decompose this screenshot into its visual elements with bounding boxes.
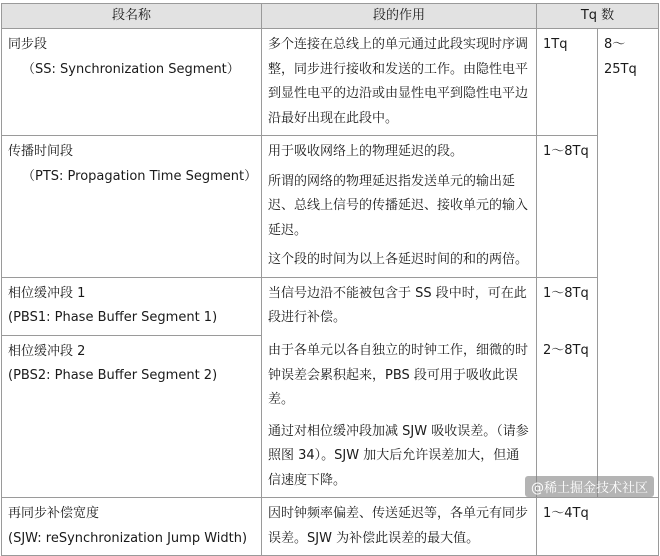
cell-pts-tq — [537, 136, 598, 278]
ss-name: 同步段 — [8, 37, 48, 52]
pts-desc-1: 用于吸收网络上的物理延迟的段。 — [268, 144, 464, 159]
table-row-sjw — [2, 498, 659, 556]
table-header-row — [2, 4, 659, 29]
ss-name-en: （SS: Synchronization Segment） — [22, 61, 240, 77]
table-row-ss — [2, 29, 659, 136]
header-tq-count: Tq 数 — [537, 4, 659, 29]
sjw-tq: 1～4Tq — [543, 506, 589, 521]
cell-sjw-name — [2, 498, 262, 556]
cell-ss-tq — [537, 29, 598, 136]
pbs1-name-en: (PBS1: Phase Buffer Segment 1) — [8, 310, 218, 325]
cell-pbs1-tq — [537, 277, 598, 335]
cell-pts-name — [2, 136, 262, 278]
cell-pbs2-name — [2, 335, 262, 498]
cell-pts-desc — [262, 136, 537, 278]
cell-pbs1-desc — [262, 277, 537, 335]
cell-sjw-tq — [537, 498, 659, 556]
header-segment-function: 段的作用 — [262, 4, 537, 29]
pts-tq: 1～8Tq — [543, 144, 589, 159]
table-row-pts — [2, 136, 659, 278]
pbs2-name: 相位缓冲段 2 — [8, 343, 86, 359]
cell-ss-desc — [262, 29, 537, 136]
sjw-desc: 因时钟频率偏差、传送延迟等，各单元有同步误差。SJW 为补偿此误差的最大值。 — [268, 506, 529, 546]
pbs2-desc-2: 通过对相位缓冲段加减 SJW 吸收误差。（请参照图 34）。SJW 加大后允许误差加大，但通信速度下降。 — [268, 423, 529, 488]
cell-pbs2-desc — [262, 335, 537, 498]
site-watermark: @稀土掘金技术社区 — [525, 476, 654, 497]
ss-tq: 1Tq — [543, 37, 568, 52]
table-row-pbs2 — [2, 335, 659, 498]
pbs2-desc-1: 由于各单元以各自独立的时钟工作，细微的时钟误差会累积起来，PBS 段可用于吸收此误差。 — [268, 343, 529, 407]
pbs1-name: 相位缓冲段 1 — [8, 285, 86, 301]
cell-tq-total — [598, 29, 659, 498]
pbs1-tq: 1～8Tq — [543, 285, 589, 301]
pts-desc-3: 这个段的时间为以上各延迟时间的和的两倍。 — [268, 252, 529, 267]
sjw-name: 再同步补偿宽度 — [8, 506, 100, 521]
pbs1-desc: 当信号边沿不能被包含于 SS 段中时，可在此段进行补偿。 — [268, 285, 527, 325]
table-row-pbs1 — [2, 277, 659, 335]
segment-table — [1, 3, 659, 556]
cell-pbs1-name — [2, 277, 262, 335]
pbs2-tq: 2～8Tq — [543, 343, 589, 358]
pts-name-en: （PTS: Propagation Time Segment） — [22, 168, 258, 184]
cell-pbs2-tq — [537, 335, 598, 498]
tq-total: 8～25Tq — [604, 37, 637, 77]
pbs2-name-en: (PBS2: Phase Buffer Segment 2) — [8, 368, 218, 383]
sjw-name-en: (SJW: reSynchronization Jump Width) — [8, 530, 248, 546]
cell-ss-name — [2, 29, 262, 136]
header-segment-name: 段名称 — [2, 4, 262, 29]
pts-desc-2: 所谓的网络的物理延迟指发送单元的输出延迟、总线上信号的传播延迟、接收单元的输入延迟。 — [268, 173, 529, 238]
cell-sjw-desc — [262, 498, 537, 556]
pts-name: 传播时间段 — [8, 144, 74, 159]
ss-desc: 多个连接在总线上的单元通过此段实现时序调整，同步进行接收和发送的工作。由隐性电平到显性电平的边沿或由显性电平到隐性电平边沿最好出现在此段中。 — [268, 37, 529, 126]
